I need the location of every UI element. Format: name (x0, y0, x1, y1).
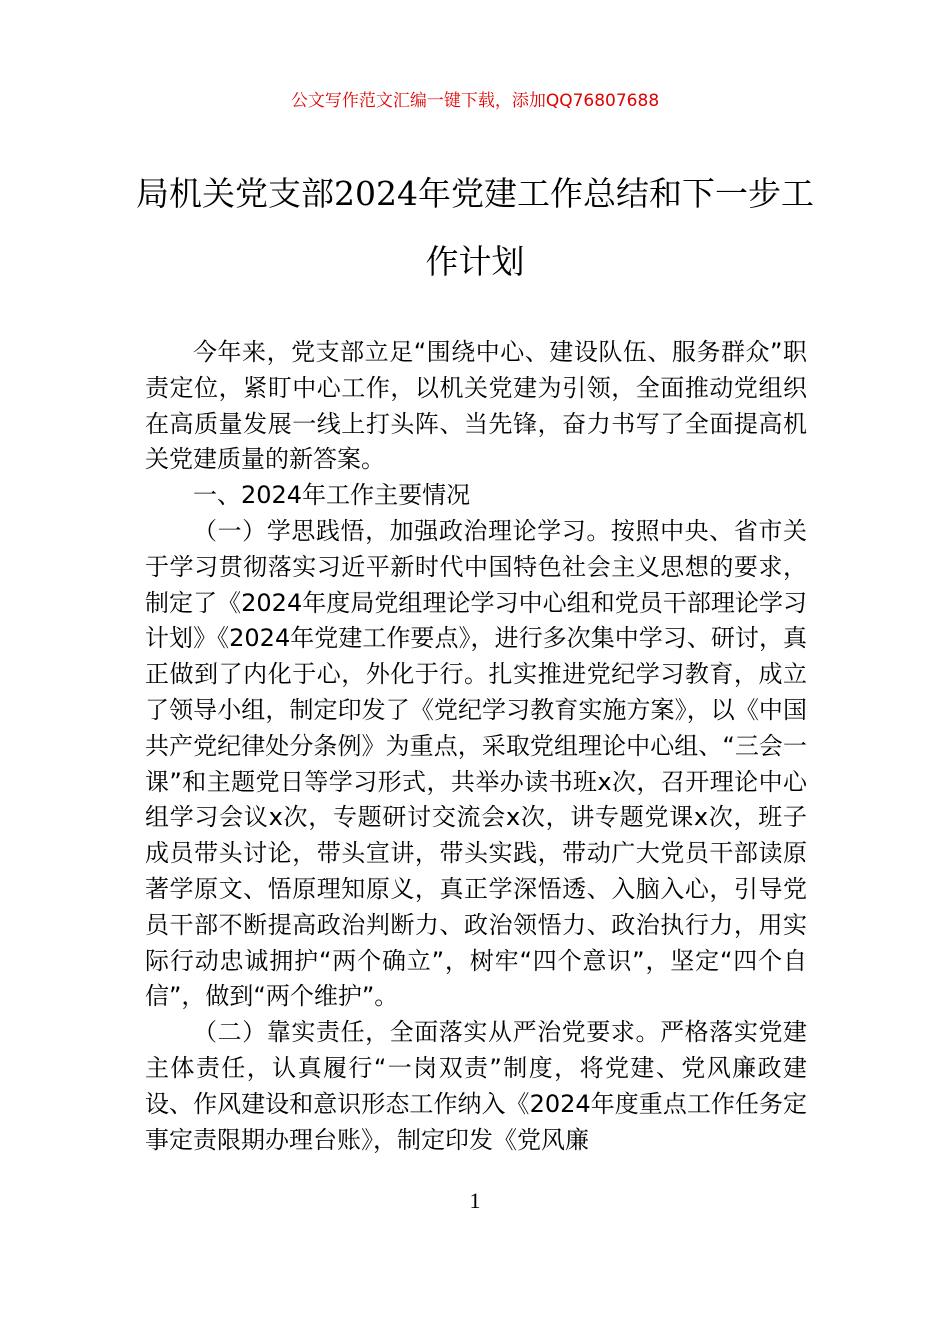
intro-paragraph: 今年来，党支部立足“围绕中心、建设队伍、服务群众”职责定位，紧盯中心工作，以机关党建为引领，全面推动党组织在高质量发展一线上打头阵、当先锋，奋力书写了全面提高机关党建质量的新答案。 (145, 338, 807, 474)
page-number: 1 (469, 1188, 481, 1213)
body-paragraph-responsibility: （二）靠实责任，全面落实从严治党要求。严格落实党建主体责任，认真履行“一岗双责”制度，将党建、党风廉政建设、作风建设和意识形态工作纳入《2024年度重点工作任务定事定责限期办理台账》，制定印发《党风廉 (145, 1018, 807, 1154)
section-heading: 一、2024年工作主要情况 (193, 481, 471, 510)
document-body (145, 335, 807, 1158)
body-paragraph-study: （一）学思践悟，加强政治理论学习。按照中央、省市关于学习贯彻落实习近平新时代中国特色社会主义思想的要求，制定了《2024年度局党组理论学习中心组和党员干部理论学习计划》《2024年党建工作要点》，进行多次集中学习、研讨，真正做到了内化于心，外化于行。扎实推进党纪学习教育，成立了领导小组，制定印发了《党纪学习教育实施方案》，以《中国共产党纪律处分条例》为重点，采取党组理论中心组、“三会一课”和主题党日等学习形式，共举办读书班x次，召开理论中心组学习会议x次，专题研讨交流会x次，讲专题党课x次，班子成员带头讨论，带头宣讲，带头实践，带动广大党员干部读原著学原文、悟原理知原义，真正学深悟透、入脑入心，引导党员干部不断提高政治判断力、政治领悟力、政治执行力，用实际行动忠诚拥护“两个确立”，树牢“四个意识”，坚定“四个自信”，做到“两个维护”。 (145, 516, 807, 1011)
promo-header-text: 公文写作范文汇编一键下载，添加QQ76807688 (290, 91, 660, 111)
document-title: 局机关党支部2024年党建工作总结和下一步工作计划 (136, 174, 814, 281)
